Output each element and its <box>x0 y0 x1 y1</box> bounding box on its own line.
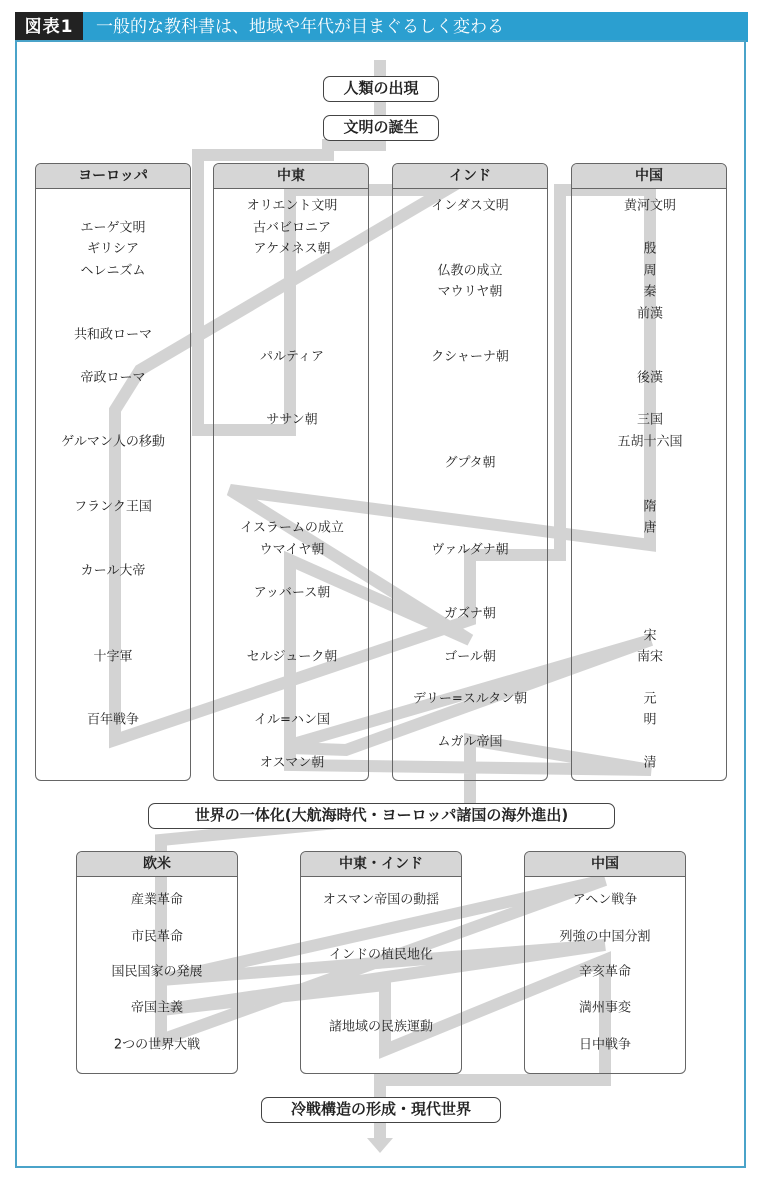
event-item: 百年戦争 <box>86 712 140 728</box>
event-item: フランク王国 <box>74 499 152 515</box>
event-item: 国民国家の発展 <box>111 964 203 980</box>
event-item: 諸地域の民族運動 <box>328 1019 434 1035</box>
event-item: ギリシア <box>86 241 140 257</box>
event-item: オスマン帝国の動揺 <box>322 892 440 908</box>
event-item: 清 <box>643 755 657 771</box>
event-item: アヘン戦争 <box>572 892 638 908</box>
event-item: 古バビロニア <box>252 220 332 236</box>
event-item: オスマン朝 <box>259 755 325 771</box>
figure-label: 図表1 <box>15 12 83 42</box>
cold-war-pill: 冷戦構造の形成・現代世界 <box>261 1097 501 1123</box>
event-item: イル=ハン国 <box>254 712 330 728</box>
event-item: 三国 <box>636 412 664 428</box>
event-item: 南宋 <box>636 649 664 665</box>
arrow-head <box>367 1138 393 1153</box>
event-item: 元 <box>643 691 657 707</box>
column-title: ヨーロッパ <box>36 164 190 189</box>
globalization-pill: 世界の一体化(大航海時代・ヨーロッパ諸国の海外進出) <box>148 803 615 829</box>
event-item: 黄河文明 <box>623 198 677 214</box>
event-item: 帝国主義 <box>130 1000 184 1016</box>
human-origin-pill: 人類の出現 <box>323 76 439 102</box>
event-item: 辛亥革命 <box>578 964 632 980</box>
event-item: マウリヤ朝 <box>437 284 503 300</box>
event-item: 唐 <box>643 520 657 536</box>
event-item: 後漢 <box>636 370 664 386</box>
event-item: ウマイヤ朝 <box>259 542 325 558</box>
event-item: 明 <box>643 712 657 728</box>
event-item: ゲルマン人の移動 <box>61 434 165 450</box>
event-item: ヴァルダナ朝 <box>431 542 509 558</box>
column-middle-east-india <box>300 851 462 1074</box>
event-item: ムガル帝国 <box>437 734 503 750</box>
event-item: インダス文明 <box>431 198 509 214</box>
event-item: 殷 <box>643 241 657 257</box>
column-title: 欧米 <box>77 852 237 877</box>
event-item: インドの植民地化 <box>328 947 434 963</box>
column-india <box>392 163 548 781</box>
column-title: インド <box>393 164 547 189</box>
figure-title: 一般的な教科書は、地域や年代が目まぐるしく変わる <box>96 17 504 37</box>
event-item: 隋 <box>643 499 657 515</box>
event-item: 十字軍 <box>93 649 133 665</box>
event-item: 宋 <box>643 628 657 644</box>
civilization-pill: 文明の誕生 <box>323 115 439 141</box>
event-item: 産業革命 <box>130 892 184 908</box>
event-item: 満州事変 <box>578 1000 632 1016</box>
event-item: セルジューク朝 <box>246 649 338 665</box>
event-item: グプタ朝 <box>444 455 496 471</box>
column-title: 中東・インド <box>301 852 461 877</box>
event-item: エーゲ文明 <box>80 220 146 236</box>
event-item: カール大帝 <box>80 563 146 579</box>
event-item: イスラームの成立 <box>240 520 344 536</box>
column-title: 中国 <box>572 164 726 189</box>
event-item: 日中戦争 <box>578 1037 632 1053</box>
event-item: 列強の中国分割 <box>559 929 651 945</box>
column-title: 中国 <box>525 852 685 877</box>
event-item: 五胡十六国 <box>617 434 683 450</box>
event-item: 前漢 <box>636 306 664 322</box>
event-item: パルティア <box>260 349 324 365</box>
event-item: ササン朝 <box>266 412 318 428</box>
event-item: アケメネス朝 <box>253 241 331 257</box>
event-item: アッバース朝 <box>253 585 331 601</box>
event-item: ガズナ朝 <box>444 606 496 622</box>
event-item: オリエント文明 <box>246 198 338 214</box>
event-item: 共和政ローマ <box>73 327 153 343</box>
event-item: 2つの世界大戦 <box>113 1037 201 1053</box>
column-title: 中東 <box>214 164 368 189</box>
event-item: デリー=スルタン朝 <box>412 691 528 707</box>
event-item: 周 <box>643 263 657 279</box>
event-item: ゴール朝 <box>444 649 496 665</box>
event-item: 市民革命 <box>130 929 184 945</box>
event-item: 仏教の成立 <box>437 263 503 279</box>
event-item: ヘレニズム <box>80 263 146 279</box>
event-item: 秦 <box>643 284 657 300</box>
event-item: クシャーナ朝 <box>431 349 509 365</box>
event-item: 帝政ローマ <box>80 370 146 386</box>
